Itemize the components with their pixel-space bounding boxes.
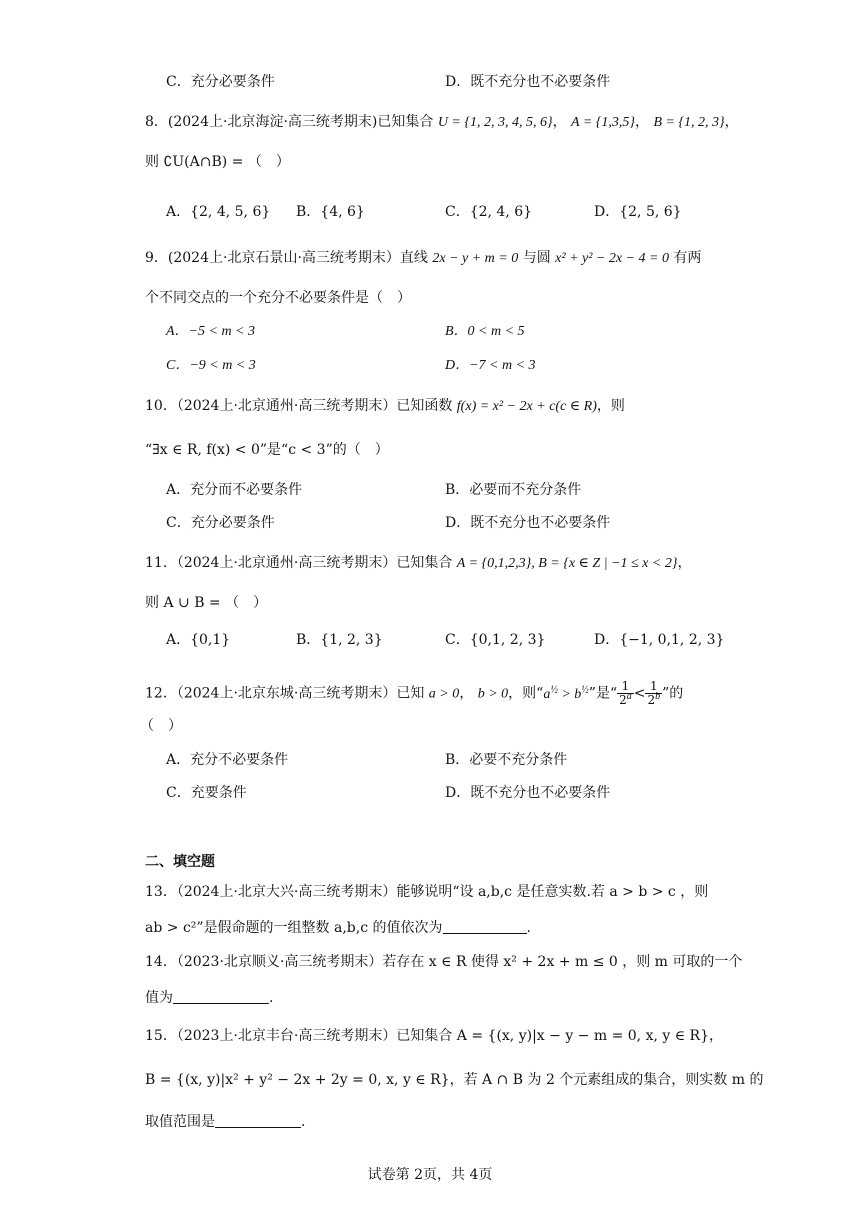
q9-option-a: A．−5 < m < 3 [166, 324, 256, 339]
q7-option-d: D．既不充分也不必要条件 [445, 74, 611, 90]
q10-stem-line1 [145, 396, 625, 417]
q12-option-b: B．必要不充分条件 [445, 752, 568, 768]
q10-option-a: A．充分而不必要条件 [166, 482, 303, 498]
q9-option-c: C．−9 < m < 3 [166, 358, 256, 373]
q9-line-eq: 2x − y + m = 0 [432, 251, 519, 266]
q11-sets: A = {0,1,2,3}, B = {x ∈ Z | −1 ≤ x < 2} [456, 556, 678, 571]
q8-prefix: 8．(2024上·北京海淀·高三统考期末)已知集合 [145, 114, 434, 130]
q12-option-c: C．充要条件 [166, 785, 247, 801]
q10-stem-line2: “∃x ∈ R, f(x) < 0”是“c < 3”的（ ） [145, 442, 389, 458]
q15-stem-line3 [145, 1112, 305, 1132]
q11-option-a: A．{0,1} [166, 632, 231, 648]
q9-stem-line1 [145, 248, 701, 269]
q11-prefix: 11．（2024上·北京通州·高三统考期末）已知集合 [145, 555, 453, 571]
q13-text: ab > c²”是假命题的一组整数 a,b,c 的值依次为 [145, 920, 443, 936]
q13-stem-line2 [145, 918, 531, 938]
q11-option-b: B．{1, 2, 3} [296, 632, 383, 648]
q11-stem-line2: 则 A ∪ B = （ ） [145, 595, 268, 611]
page-footer: 试卷第 2页，共 4页 [367, 1167, 493, 1183]
q10-option-b: B．必要而不充分条件 [445, 482, 582, 498]
q8-option-a: A．{2, 4, 5, 6} [166, 204, 271, 220]
q14-text: 值为 [145, 990, 173, 1006]
q12-mid: ”是“ [588, 685, 618, 702]
q9-prefix: 9．(2024上·北京石景山·高三统考期末）直线 [145, 250, 428, 266]
q8-set-a: A = {1,3,5} [571, 115, 635, 130]
q9-option-b: B．0 < m < 5 [445, 324, 525, 339]
q12-frac-right: $\frac{1}{2^b}$ [647, 679, 661, 707]
q12-prefix: 12．（2024上·北京东城·高三统考期末）已知 [145, 685, 425, 702]
q13-period: . [526, 920, 531, 936]
q12-suffix: ”的 [662, 685, 684, 702]
q12-option-a: A．充分不必要条件 [166, 752, 289, 768]
q12-option-d: D．既不充分也不必要条件 [445, 785, 611, 801]
q9-mid: 与圆 [522, 250, 551, 266]
q8-stem-line1: 8．(2024上·北京海淀·高三统考期末)已知集合 U = {1, 2, 3, 4, 5, 6}， A = {1,3,5}， B = {1, 2, 3}， [145, 114, 739, 130]
q10-suffix: ，则 [596, 398, 625, 414]
q12-cond-b: b > 0 [477, 686, 509, 702]
q14-answer-blank[interactable] [173, 989, 269, 1004]
q13-answer-blank[interactable] [443, 919, 527, 934]
q12-root-ineq: $a^{\frac{1}{2}} > b^{\frac{1}{2}}$ [543, 683, 589, 702]
q8-set-b: B = {1, 2, 3} [653, 115, 725, 130]
q14-period: . [269, 990, 274, 1006]
q8-option-b: B．{4, 6} [296, 204, 365, 220]
q15-answer-blank[interactable] [215, 1113, 301, 1128]
q15-stem-line2: B = {(x, y)|x² + y² − 2x + 2y = 0, x, y ∈ R}，若 A ∩ B 为 2 个元素组成的集合，则实数 m 的 [145, 1072, 764, 1088]
q8-set-u: U = {1, 2, 3, 4, 5, 6} [437, 115, 553, 130]
q10-option-d: D．既不充分也不必要条件 [445, 515, 611, 531]
q12-then: ，则“ [508, 685, 544, 702]
q10-func: f(x) = x² − 2x + c(c ∈ R) [456, 399, 597, 414]
q8-option-d: D．{2, 5, 6} [594, 204, 682, 220]
q10-option-c: C．充分必要条件 [166, 515, 275, 531]
q12-frac-left: $\frac{1}{2^a}$ [619, 679, 632, 707]
q13-stem-line1: 13．（2024上·北京大兴·高三统考期末）能够说明“设 a,b,c 是任意实数.若 a > b > c ，则 [145, 884, 709, 900]
q10-prefix: 10．（2024上·北京通州·高三统考期末）已知函数 [145, 398, 453, 414]
q14-stem-line1: 14．（2023·北京顺义·高三统考期末）若存在 x ∈ R 使得 x² + 2x + m ≤ 0 ，则 m 可取的一个 [145, 954, 743, 970]
q14-stem-line2 [145, 988, 273, 1008]
q11-option-d: D．{−1, 0,1, 2, 3} [594, 632, 725, 648]
q15-period: . [301, 1114, 306, 1130]
section-heading-fill-in: 二、填空题 [145, 854, 215, 870]
q9-circle-eq: x² + y² − 2x − 4 = 0 [555, 251, 669, 266]
q11-stem-line1: 11．（2024上·北京通州·高三统考期末）已知集合 A = {0,1,2,3}, B = {x ∈ Z | −1 ≤ x < 2}， [145, 555, 692, 571]
q12-stem-line1: 12．（2024上·北京东城·高三统考期末）已知 a > 0， b > 0，则“$a^{\frac{1}{2}} > b^{\frac{1}{2}}$”是“ $\frac{1}{2^a}$ < $\frac{1}{2^b}$ ”的 [145, 679, 684, 707]
q12-cond-a: a > 0 [428, 686, 460, 702]
q9-option-d: D．−7 < m < 3 [445, 358, 536, 373]
q11-option-c: C．{0,1, 2, 3} [445, 632, 546, 648]
q15-text: 取值范围是 [145, 1114, 215, 1130]
q8-stem-line2: 则 ∁U(A∩B) = （ ） [145, 154, 290, 170]
q8-option-c: C．{2, 4, 6} [445, 204, 533, 220]
q9-stem-line2: 个不同交点的一个充分不必要条件是（ ） [145, 290, 411, 306]
q12-paren: （ ） [140, 718, 182, 734]
q9-suffix: 有两 [673, 250, 702, 266]
q7-option-c: C．充分必要条件 [166, 74, 275, 90]
q15-stem-line1: 15．（2023上·北京丰台·高三统考期末）已知集合 A = {(x, y)|x − y − m = 0, x, y ∈ R}， [145, 1028, 723, 1044]
